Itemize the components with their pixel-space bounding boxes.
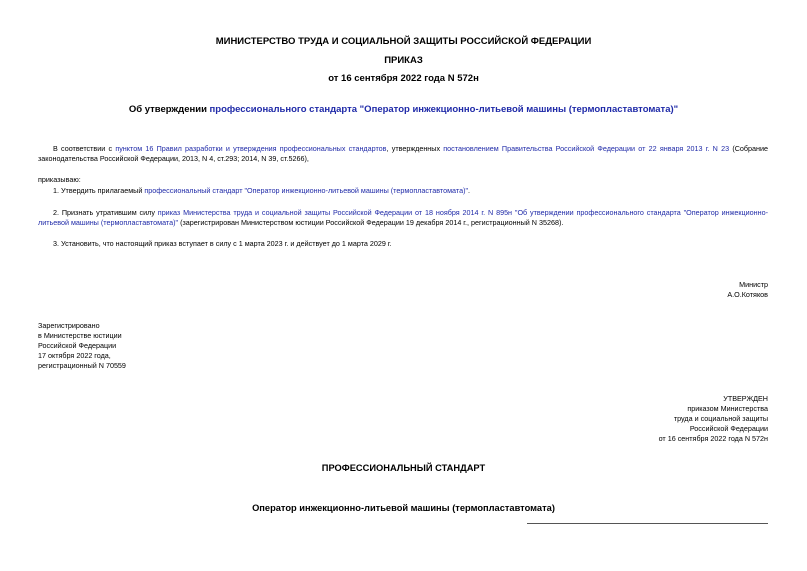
registration-line: Российской Федерации [38,341,117,350]
approval-block [659,394,768,444]
order-type-heading: ПРИКАЗ [384,55,423,66]
item-3-paragraph: 3. Установить, что настоящий приказ вступает в силу с 1 марта 2023 г. и действует до 1 марта 2029 г. [53,239,392,248]
approval-line: Российской Федерации [689,424,768,433]
registration-line: в Министерстве юстиции [38,331,122,340]
signature-position: Министр [739,280,768,289]
approval-line: УТВЕРЖДЕН [723,394,768,403]
preamble-paragraph [38,144,768,164]
preamble-text-3: (Собрание законодательства Российской Федерации, 2013, N 4, ст.293; 2014, N 39, ст.5266), [38,144,768,163]
item-2-paragraph [38,208,768,228]
signature-name: А.О.Котяков [727,290,768,299]
registration-line: регистрационный N 70559 [38,361,126,370]
rules-point-16-link[interactable]: пунктом 16 Правил разработки и утверждения профессиональных стандартов [115,144,387,153]
item-1-paragraph [38,186,768,196]
preamble-text-1: В соответствии с [53,144,116,153]
subject-standard-link[interactable]: профессионального стандарта "Оператор инжекционно-литьевой машины (термопластавтомата)" [209,104,679,115]
item-1-period: . [468,186,471,195]
approval-line: труда и социальной защиты [673,414,768,423]
repealed-order-link[interactable]: приказ Министерства труда и социальной защиты Российской Федерации от 18 ноября 2014 г. N 895н "Об утверждении профессионального стандарта "Оператор инжекционно-литьевой машины (термопластавтомата)" [38,208,768,227]
government-decree-link[interactable]: постановлением Правительства Российской Федерации от 22 января 2013 г. N 23 [443,144,730,153]
order-date-heading: от 16 сентября 2022 года N 572н [328,73,479,84]
registration-line: 17 октября 2022 года, [38,351,111,360]
preamble-text-2: , утвержденных [386,144,444,153]
standard-name: Оператор инжекционно-литьевой машины (термопластавтомата) [252,503,555,513]
registration-line: Зарегистрировано [38,321,100,330]
approval-line: от 16 сентября 2022 года N 572н [658,434,768,443]
order-word: приказываю: [38,175,81,184]
ministry-heading: МИНИСТЕРСТВО ТРУДА И СОЦИАЛЬНОЙ ЗАЩИТЫ РОССИЙСКОЙ ФЕДЕРАЦИИ [215,36,592,47]
order-subject-heading [0,104,807,115]
item-2-text-2: (зарегистрирован Министерством юстиции Российской Федерации 19 декабря 2014 г., регистрационный N 35268). [178,218,564,227]
approval-line: приказом Министерства [687,404,768,413]
item-1-text: 1. Утвердить прилагаемый [53,186,145,195]
professional-standard-link[interactable]: профессиональный стандарт "Оператор инжекционно-литьевой машины (термопластавтомата)" [144,186,469,195]
registration-block [38,321,126,371]
standard-title: ПРОФЕССИОНАЛЬНЫЙ СТАНДАРТ [321,463,486,473]
subject-prefix: Об утверждении [128,104,210,115]
signature-block [727,280,768,300]
standard-name-underline [527,523,768,524]
item-2-text: 2. Признать утратившим силу [53,208,158,217]
